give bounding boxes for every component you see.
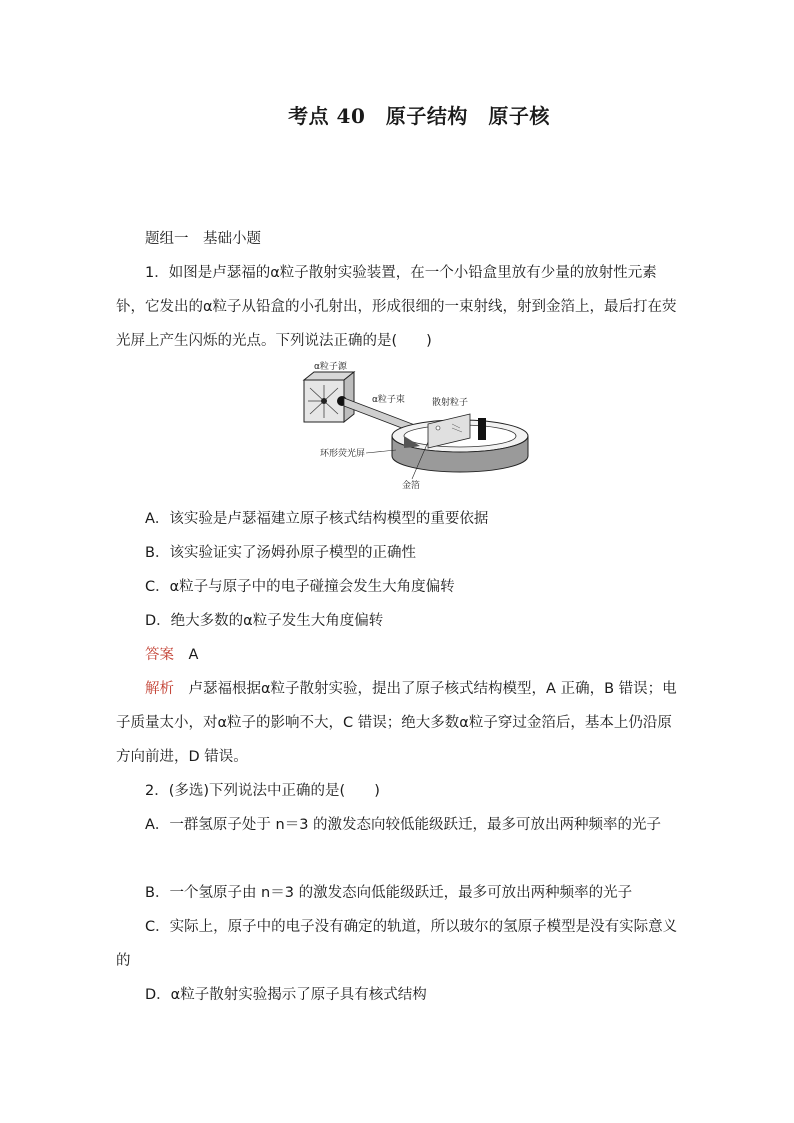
apparatus-diagram bbox=[300, 358, 540, 493]
section-heading: 题组一 基础小题 bbox=[145, 231, 261, 247]
option-1c: C．α粒子与原子中的电子碰撞会发生大角度偏转 bbox=[145, 579, 455, 595]
analysis-text: 卢瑟福根据α粒子散射实验，提出了原子核式结构模型，A 正确，B 错误；电子质量太小，对α粒子的影响不大，C 错误；绝大多数α粒子穿过金箔后，基本上仍沿原方向前进，D 错误。 bbox=[116, 681, 677, 765]
answer-label: 答案 bbox=[145, 647, 174, 663]
option-2a: A．一群氢原子处于 n＝3 的激发态向较低能级跃迁，最多可放出两种频率的光子 bbox=[145, 817, 662, 833]
option-1a: A．该实验是卢瑟福建立原子核式结构模型的重要依据 bbox=[145, 511, 489, 527]
page-title: 考点 40 原子结构 原子核 bbox=[288, 104, 550, 128]
option-1b: B．该实验证实了汤姆孙原子模型的正确性 bbox=[145, 545, 416, 561]
option-2c: C．实际上，原子中的电子没有确定的轨道，所以玻尔的氢原子模型是没有实际意义的 bbox=[116, 919, 678, 969]
option-1d: D．绝大多数的α粒子发生大角度偏转 bbox=[145, 613, 384, 629]
option-2d: D．α粒子散射实验揭示了原子具有核式结构 bbox=[145, 987, 427, 1003]
label-scattered: 散射粒子 bbox=[432, 398, 469, 408]
option-2b: B．一个氢原子由 n＝3 的激发态向低能级跃迁，最多可放出两种频率的光子 bbox=[145, 885, 633, 901]
analysis-label: 解析 bbox=[145, 681, 174, 697]
analysis bbox=[116, 672, 684, 774]
label-source: α粒子源 bbox=[314, 362, 347, 372]
answer-value: A bbox=[188, 647, 199, 663]
label-screen: 环形荧光屏 bbox=[320, 449, 366, 459]
label-foil: 金箔 bbox=[402, 481, 421, 491]
label-beam: α粒子束 bbox=[372, 395, 405, 405]
question-1-stem: 1．如图是卢瑟福的α粒子散射实验装置，在一个小铅盒里放有少量的放射性元素钋，它发出的α粒子从铅盒的小孔射出，形成很细的一束射线，射到金箔上，最后打在荧光屏上产生闪烁的光点。下列说法正确的是( ) bbox=[116, 265, 677, 349]
answer-line bbox=[116, 638, 684, 672]
rutherford-apparatus-figure bbox=[300, 358, 540, 493]
question-2-stem: 2．(多选)下列说法中正确的是( ) bbox=[145, 783, 380, 799]
